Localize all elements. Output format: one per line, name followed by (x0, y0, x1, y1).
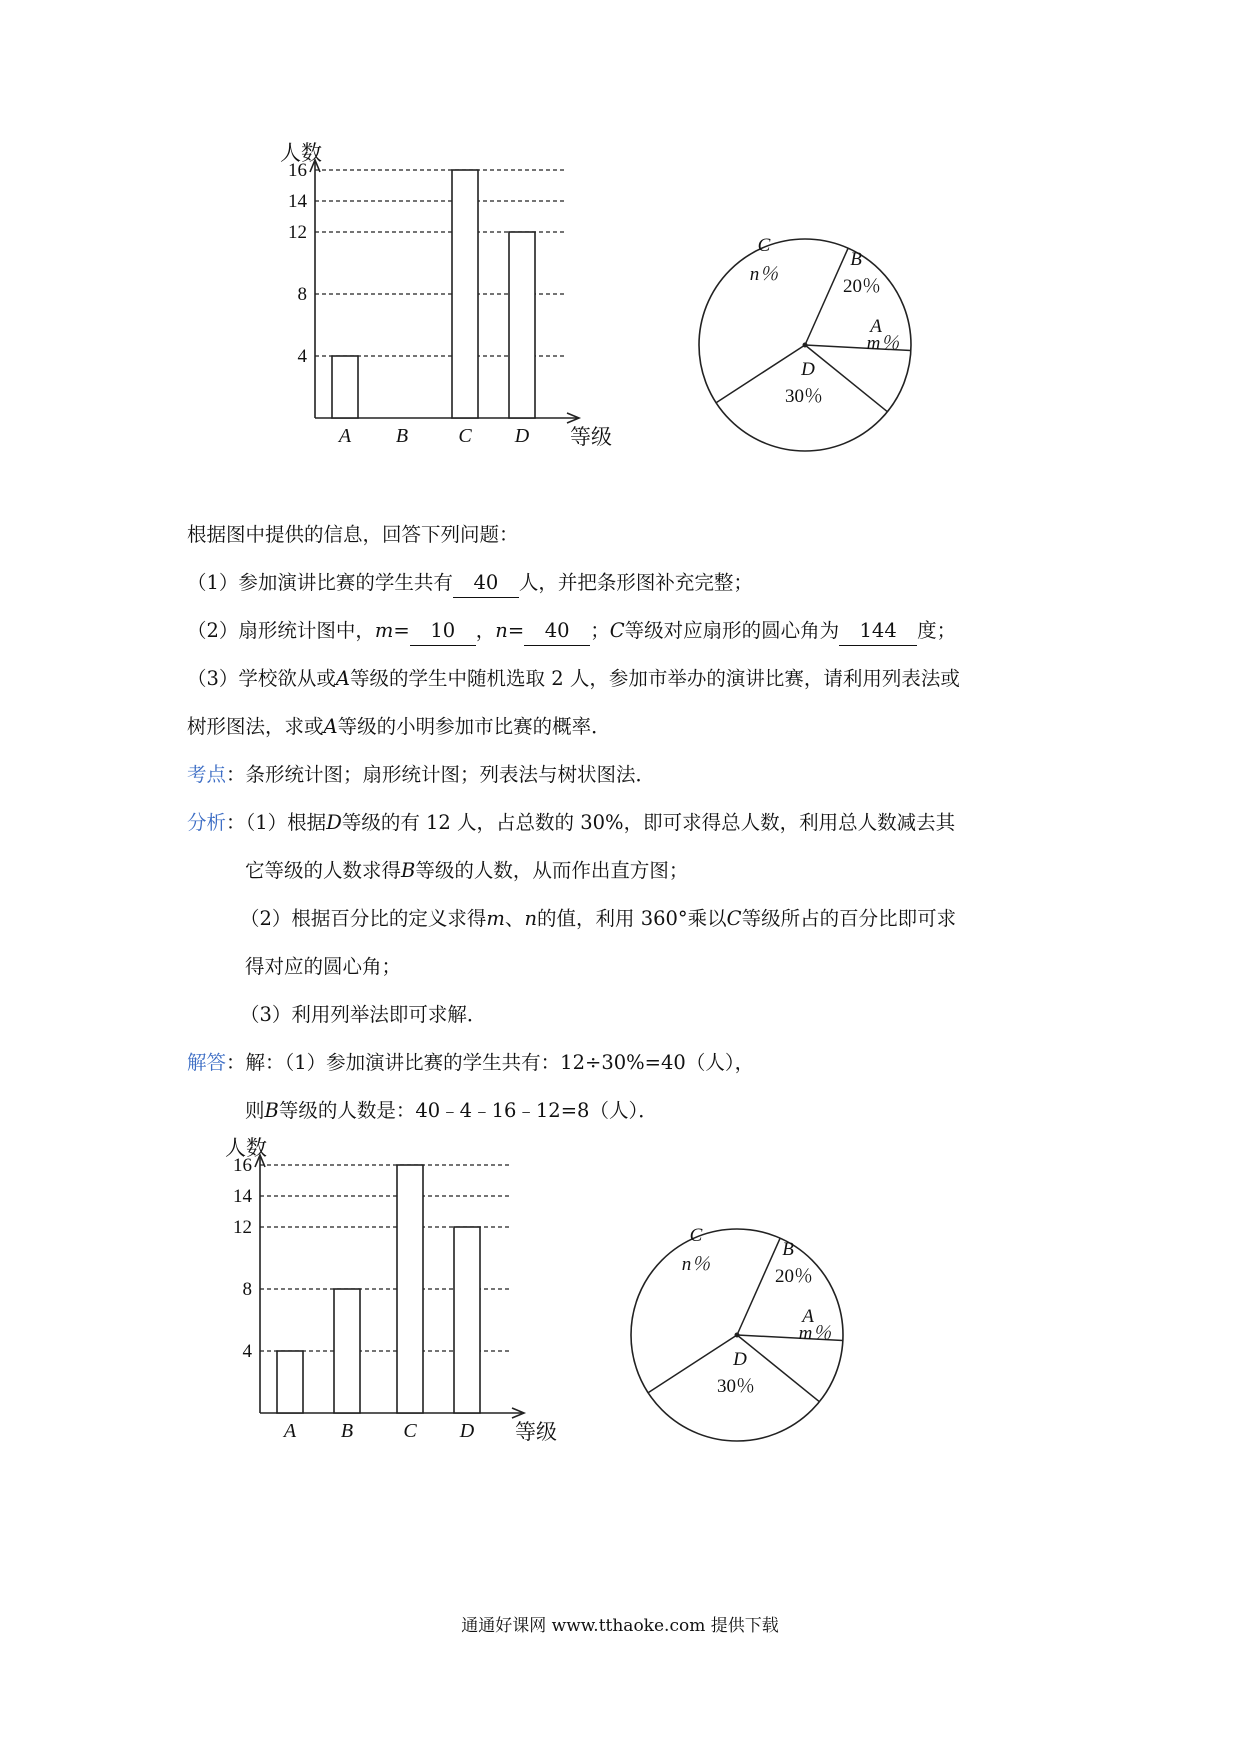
fenxi-line-2: 它等级的人数求得B等级的人数，从而作出直方图； (245, 859, 689, 882)
question-1: （1）参加演讲比赛的学生共有 40 人，并把条形图补充完整； (187, 569, 753, 598)
bar-chart-1 (280, 140, 700, 510)
fenxi-line-3: （2）根据百分比的定义求得m、n的值，利用 360°乘以C等级所占的百分比即可求 (240, 907, 957, 930)
pie-center (735, 1333, 740, 1338)
x-axis-label: 等级 (570, 425, 612, 449)
pie-percent-a-pct: m％ (798, 1323, 832, 1344)
kaodian-line: 考点：条形统计图；扇形统计图；列表法与树状图法． (187, 763, 656, 786)
pie-label-d: D (733, 1349, 747, 1370)
pie-percent-c-pct: n％ (681, 1254, 711, 1275)
category-label: C (458, 425, 472, 447)
y-tick-label: 14 (288, 191, 307, 212)
pie-chart-2 (612, 1215, 872, 1465)
answer-angle: 144 (839, 617, 917, 646)
jieda-line-2: 则B等级的人数是：40﹣4﹣16﹣12=8（人）． (245, 1099, 658, 1122)
pie-percent-d-pct: 30％ (716, 1376, 756, 1397)
category-label: B (395, 425, 409, 447)
answer-n: 40 (524, 617, 590, 646)
category-label: C (403, 1420, 417, 1442)
fenxi-line-5: （3）利用列举法即可求解． (240, 1003, 487, 1026)
y-tick-label: 8 (297, 284, 307, 305)
pie-percent-c-pct: n％ (749, 264, 779, 285)
bar-chart-2 (225, 1135, 645, 1505)
y-tick-label: 16 (233, 1155, 252, 1176)
jieda-label: 解答 (187, 1051, 227, 1074)
category-label: A (283, 1420, 297, 1442)
y-tick-label: 16 (288, 160, 307, 181)
fenxi-label: 分析 (187, 811, 227, 834)
pie-percent-d-pct: 30％ (784, 386, 824, 407)
bar (277, 1351, 303, 1413)
fenxi-line-4: 得对应的圆心角； (245, 955, 402, 978)
bar (332, 356, 358, 418)
y-axis-label: 人数 (280, 141, 322, 165)
pie-percent-b-pct: 20％ (842, 276, 882, 297)
answer-m: 10 (410, 617, 476, 646)
category-label: A (338, 425, 352, 447)
category-label: D (459, 1420, 475, 1442)
footer-text: 通通好课网 www.tthaoke.com 提供下载 (461, 1616, 779, 1636)
fenxi-line-1: 分析：（1）根据D等级的有 12 人，占总数的 30%，即可求得总人数，利用总人数减去其 (187, 811, 956, 834)
pie-label-b: B (850, 249, 862, 270)
pie-label-b: B (782, 1239, 794, 1260)
x-axis-label: 等级 (515, 1420, 557, 1444)
y-tick-label: 12 (233, 1217, 252, 1238)
y-tick-label: 12 (288, 222, 307, 243)
question-3-line-2: 树形图法，求或A等级的小明参加市比赛的概率． (187, 715, 611, 738)
y-tick-label: 8 (242, 1279, 252, 1300)
category-label: D (514, 425, 530, 447)
y-axis-label: 人数 (225, 1136, 267, 1160)
y-tick-label: 14 (233, 1186, 252, 1207)
question-3-line-1: （3）学校欲从或A等级的学生中随机选取 2 人，参加市举办的演讲比赛，请利用列表法或 (187, 667, 960, 690)
pie-label-c: C (689, 1225, 703, 1246)
pie-label-d: D (801, 359, 815, 380)
pie-center (803, 343, 808, 348)
pie-chart-1 (680, 225, 940, 475)
category-label: B (340, 1420, 354, 1442)
question-2: （2）扇形统计图中，m= 10 ，n= 40 ；C等级对应扇形的圆心角为 144 度； (187, 617, 956, 646)
kaodian-label: 考点 (187, 763, 227, 786)
y-tick-label: 4 (242, 1341, 252, 1362)
pie-label-c: C (757, 235, 771, 256)
bar (454, 1227, 480, 1413)
jieda-line-1: 解答：解：（1）参加演讲比赛的学生共有：12÷30%=40（人）， (187, 1051, 755, 1074)
bar (509, 232, 535, 418)
pie-percent-b-pct: 20％ (774, 1266, 814, 1287)
pie-label-a: A (802, 1306, 814, 1327)
pie-label-a: A (870, 316, 882, 337)
answer-total: 40 (453, 569, 519, 598)
y-tick-label: 4 (297, 346, 307, 367)
bar (452, 170, 478, 418)
bar (397, 1165, 423, 1413)
intro-text: 根据图中提供的信息，回答下列问题： (187, 523, 519, 546)
bar (334, 1289, 360, 1413)
pie-percent-a-pct: m％ (866, 333, 900, 354)
